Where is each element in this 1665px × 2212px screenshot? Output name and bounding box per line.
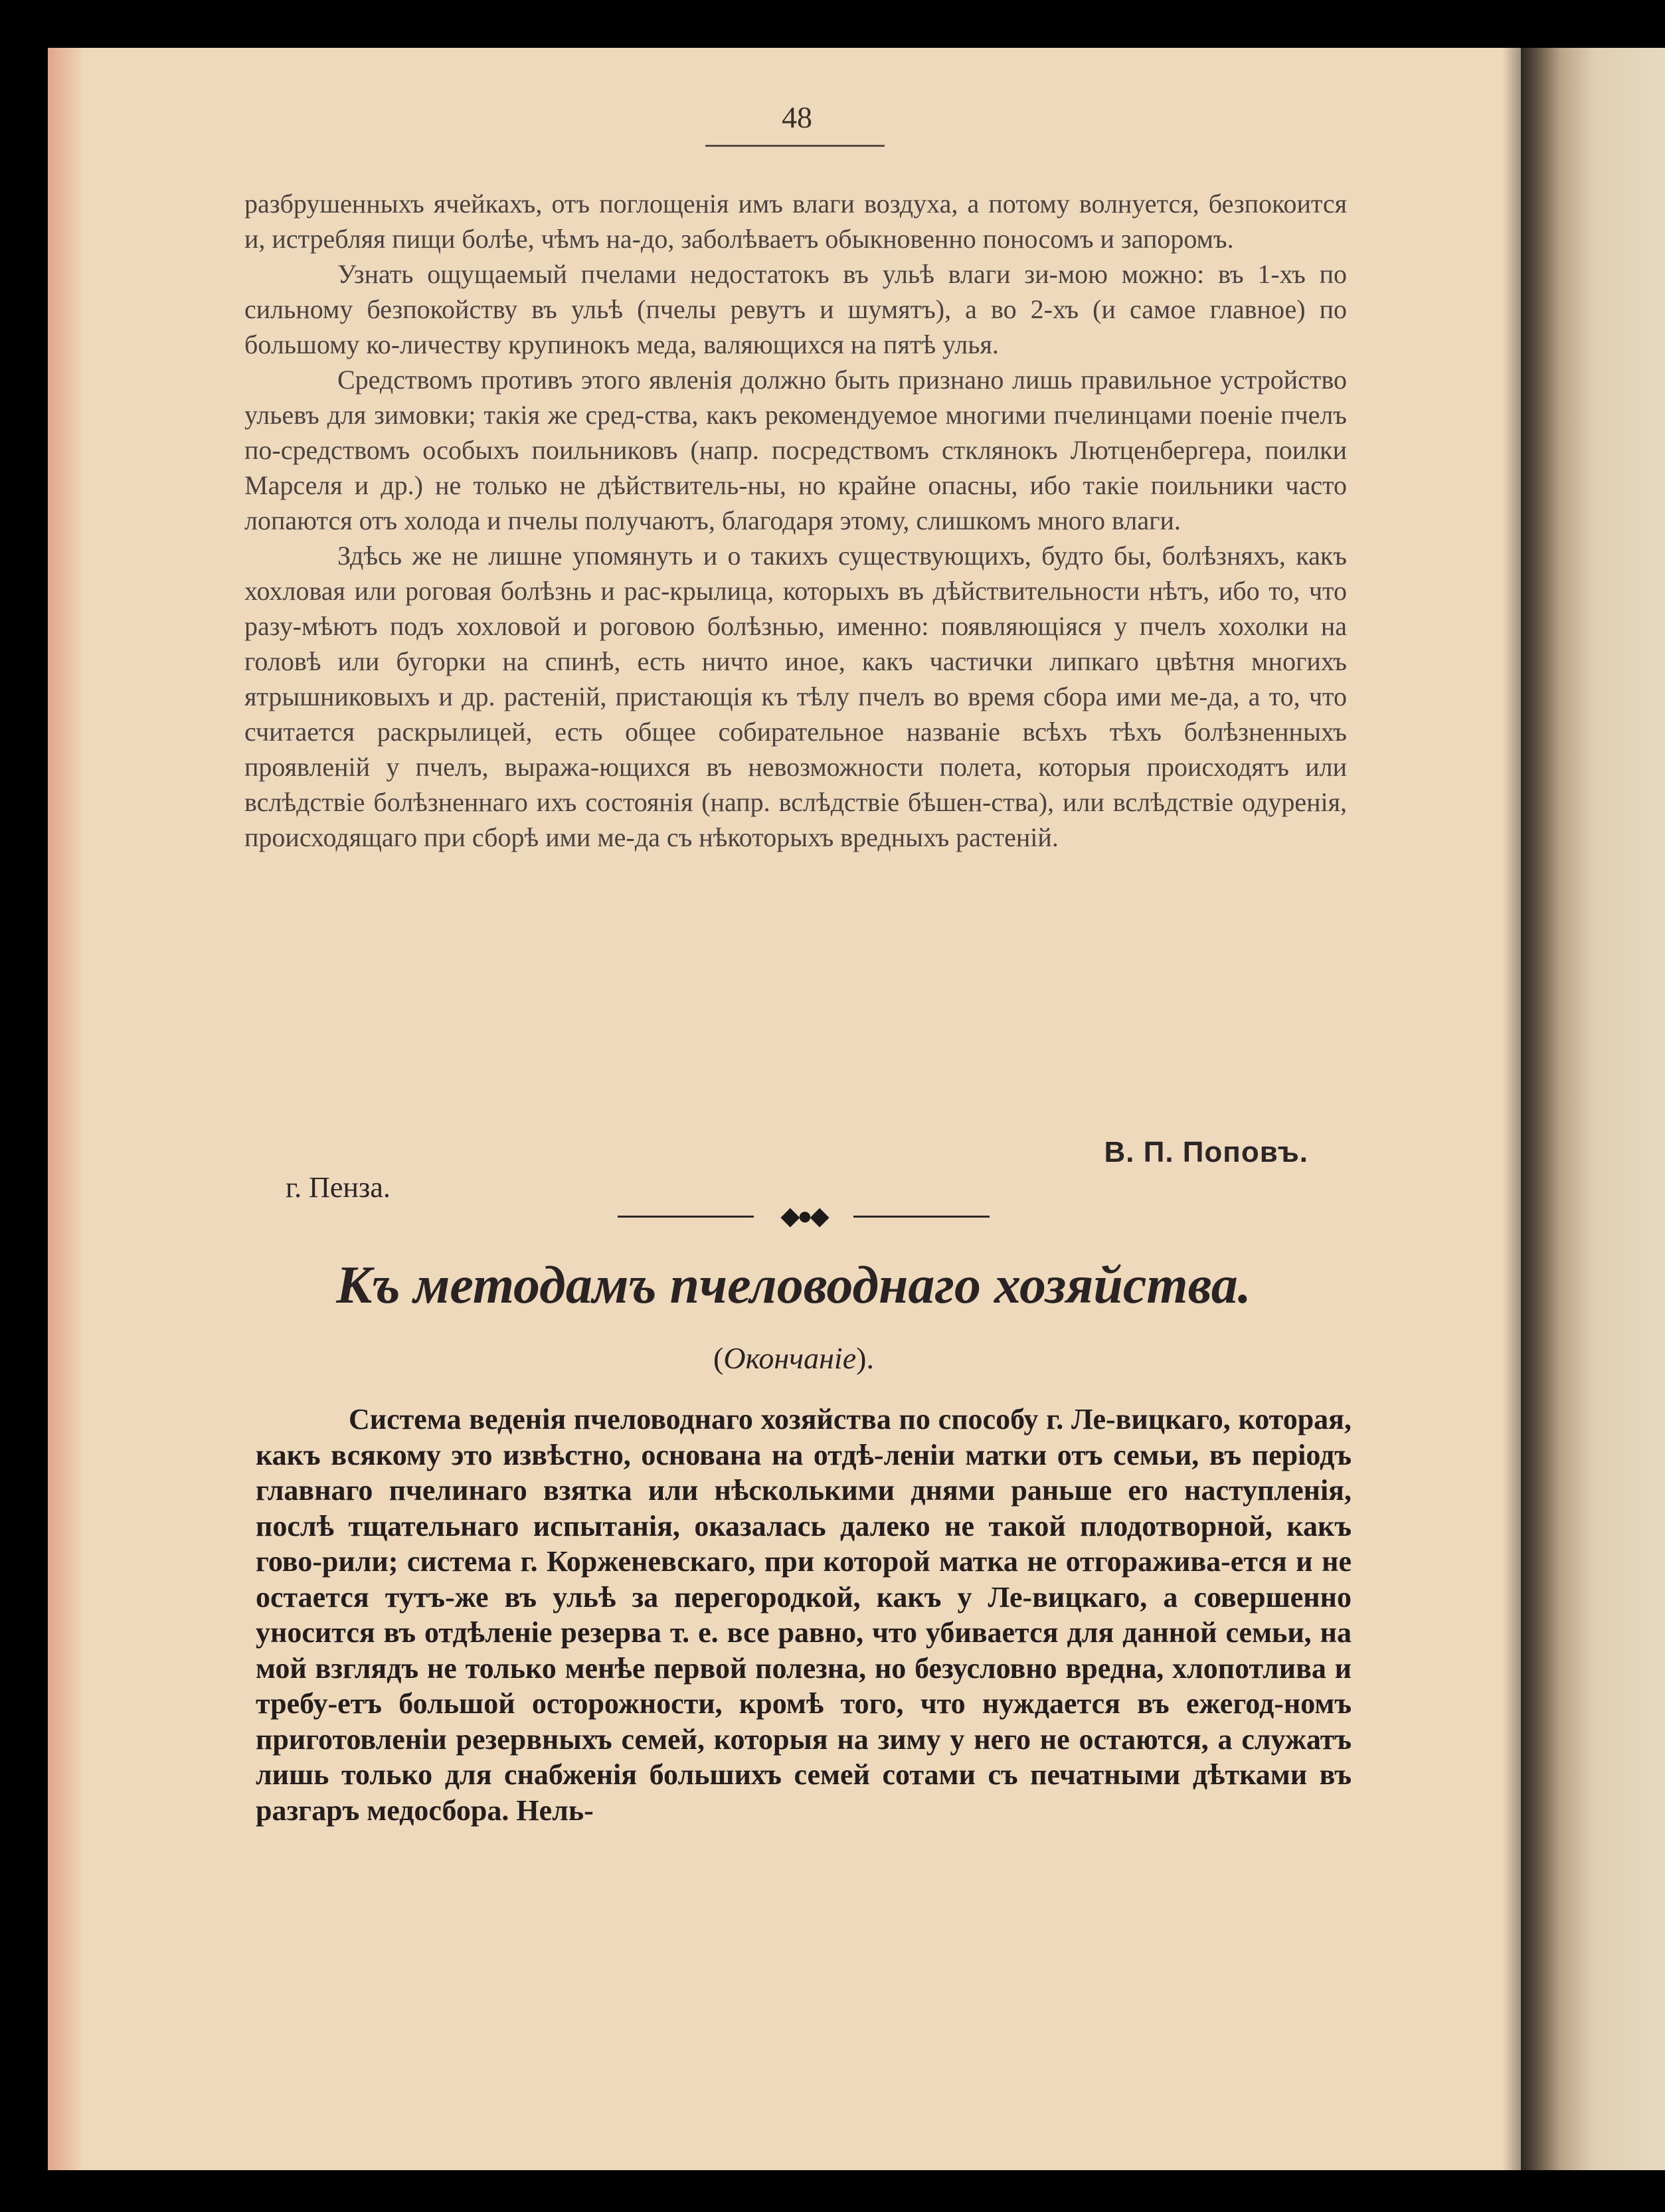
article-title: Къ методамъ пчеловоднаго хозяйства. (336, 1256, 1251, 1315)
subtitle-text: Окончаніе (723, 1341, 857, 1375)
page-number: 48 (782, 100, 812, 134)
author-signature: В. П. Поповъ. (1104, 1136, 1308, 1168)
continuation-text (244, 186, 1347, 855)
author-place: г. Пенза. (286, 1171, 391, 1204)
page-number-rule (705, 145, 885, 147)
page-left-edge (48, 48, 84, 2170)
paragraph: разбрушенныхъ ячейкахъ, отъ поглощенія имъ влаги воздуха, а потому волнуется, безпокоится и, истребляя пищи болѣе, чѣмъ на-до, заболѣваетъ обыкновенно поносомъ и запоромъ. (244, 189, 1347, 254)
paragraph: Здѣсь же не лишне упомянуть и о такихъ существующихъ, будто бы, болѣзняхъ, какъ хохловая или роговая болѣзнь и рас-крылица, которыхъ въ дѣйствительности нѣтъ, ибо то, что разу-мѣютъ подъ хохловой и роговою болѣзнью, именно: появляющіяся у пчелъ хохолки на головѣ или бугорки на спинѣ, есть ничто иное, какъ частички липкаго цвѣтня многихъ ятрышниковыхъ и др. растеній, пристающія къ тѣлу пчелъ во время сбора ими ме-да, а то, что считается раскрылицей, есть общее собирательное названіе всѣхъ тѣхъ болѣзненныхъ проявленій у пчелъ, выража-ющихся въ невозможности полета, которыя происходятъ или вслѣдствіе болѣзненнаго ихъ состоянія (напр. вслѣдствіе бѣшен-ства), или вслѣдствіе одуренія, происходящаго при сборѣ ими ме-да съ нѣкоторыхъ вредныхъ растеній. (244, 541, 1347, 852)
section-divider (618, 1201, 990, 1232)
article-subtitle: (Окончаніе). (713, 1341, 874, 1375)
divider-line-right (853, 1216, 990, 1218)
article-body (256, 1402, 1352, 1828)
divider-ornament: ◆●◆ (780, 1202, 827, 1230)
paragraph: Система веденія пчеловоднаго хозяйства по способу г. Ле-вицкаго, которая, какъ всякому это извѣстно, основана на отдѣ-леніи матки отъ семьи, въ періодъ главнаго пчелинаго взятка или нѣсколькими днями раньше его наступленія, послѣ тщательнаго испытанія, оказалась далеко не такой плодотворной, какъ гово-рили; система г. Корженевскаго, при которой матка не отгоражива-ется и не остается тутъ-же въ ульѣ за перегородкой, какъ у Ле-вицкаго, а совершенно уносится въ отдѣленіе резерва т. е. все равно, что убивается для данной семьи, на мой взглядъ не только менѣе первой полезна, но безусловно вредна, хлопотлива и требу-етъ большой осторожности, кромѣ того, что нуждается въ ежегод-номъ приготовленіи резервныхъ семей, которыя на зиму у него не остаются, а служатъ лишь только для снабженія большихъ семей сотами съ печатными дѣтками въ разгаръ медосбора. Нель- (256, 1403, 1352, 1827)
book-spine (1521, 48, 1665, 2170)
divider-line-left (618, 1216, 754, 1218)
paragraph: Средствомъ противъ этого явленія должно быть признано лишь правильное устройство ульевъ для зимовки; такія же сред-ства, какъ рекомендуемое многими пчелинцами поеніе пчелъ по-средствомъ особыхъ поильниковъ (напр. посредствомъ стклянокъ Лютценбергера, поилки Марселя и др.) не только не дѣйствитель-ны, но крайне опасны, ибо такіе поильники часто лопаются отъ холода и пчелы получаютъ, благодаря этому, слишкомъ много влаги. (244, 365, 1347, 535)
paragraph: Узнать ощущаемый пчелами недостатокъ въ ульѣ влаги зи-мою можно: въ 1-хъ по сильному безпокойству въ ульѣ (пчелы ревутъ и шумятъ), а во 2-хъ (и самое главное) по большому ко-личеству крупинокъ меда, валяющихся на пятѣ улья. (244, 259, 1347, 359)
